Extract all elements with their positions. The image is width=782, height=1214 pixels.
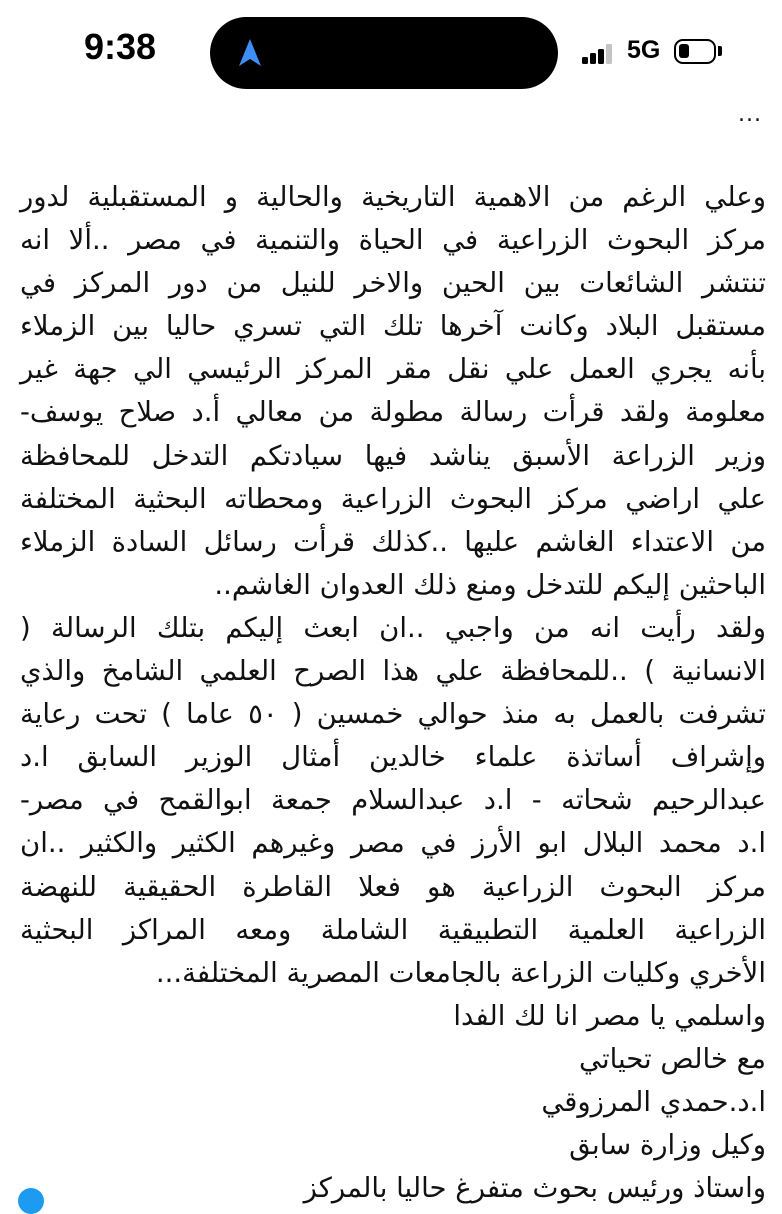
post-line: بأنه يجري العمل علي نقل مقر المركز الرئيسي الي جهة غير — [20, 353, 766, 386]
post-line: علي اراضي مركز البحوث الزراعية ومحطاته البحثية المختلفة — [20, 482, 766, 515]
dynamic-island[interactable] — [210, 17, 558, 89]
signal-bar — [590, 53, 596, 64]
post-line: معلومة ولقد قرأت رسالة مطولة من معالي أ.د صلاح يوسف- — [20, 396, 766, 429]
post-text — [0, 176, 782, 1210]
battery-cap — [718, 46, 722, 56]
post-line: من الاعتداء الغاشم عليها ..كذلك قرأت رسائل السادة الزملاء — [20, 525, 766, 558]
post-line: تشرفت بالعمل به منذ حوالي خمسين ( ٥٠ عاما ) تحت رعاية — [20, 698, 766, 731]
status-time: 9:38 — [84, 26, 157, 67]
post-line: وإشراف أساتذة علماء خالدين أمثال الوزير السابق ا.د — [20, 741, 766, 774]
status-bar — [0, 0, 782, 108]
signal-bar — [582, 57, 588, 64]
avatar[interactable] — [18, 1188, 44, 1214]
post-line: الزراعية العلمية التطبيقية الشاملة ومعه المراكز البحثية — [20, 913, 766, 946]
post-line: تنتشر الشائعات بين الحين والاخر للنيل من دور المركز في — [20, 267, 766, 300]
post-line: وعلي الرغم من الاهمية التاريخية والحالية و المستقبلية لدور — [20, 181, 766, 213]
post-line: ا.د.حمدي المرزوقي — [541, 1085, 766, 1118]
post-line: مستقبل البلاد وكانت آخرها تلك التي تسري حاليا بين الزملاء — [20, 310, 766, 343]
network-type: 5G — [627, 36, 661, 64]
post-line: عبدالرحيم شحاته - ا.د عبدالسلام جمعة ابوالقمح في مصر- — [20, 784, 766, 817]
post-line: واسلمي يا مصر انا لك الفدا — [453, 999, 766, 1032]
cellular-signal-icon — [582, 42, 616, 64]
location-arrow-icon — [236, 37, 264, 69]
post-line: مركز البحوث الزراعية هو فعلا القاطرة الحقيقية للنهضة — [20, 870, 766, 903]
post-line: وزير الزراعة الأسبق يناشد فيها سيادتكم التدخل للمحافظة — [20, 439, 766, 472]
post-line: الباحثين إليكم للتدخل ومنع ذلك العدوان الغاشم.. — [214, 568, 766, 601]
post-line: مع خالص تحياتي — [579, 1042, 766, 1075]
signal-bar — [606, 44, 612, 64]
post-line: واستاذ ورئيس بحوث متفرغ حاليا بالمركز — [303, 1172, 766, 1205]
more-indicator[interactable]: ... — [738, 102, 762, 127]
post-line: وكيل وزارة سابق — [569, 1129, 766, 1162]
battery-level-fill — [679, 44, 689, 58]
post-line: ا.د محمد البلال ابو الأرز في مصر وغيرهم الكثير والكثير ..ان — [20, 827, 766, 860]
signal-bar — [598, 49, 604, 64]
post-line: ولقد رأيت انه من واجبي ..ان ابعث إليكم بتلك الرسالة ( — [20, 611, 766, 644]
post-line: مركز البحوث الزراعية في الحياة والتنمية في مصر ..ألا انه — [20, 224, 766, 257]
post-line: الأخري وكليات الزراعة بالجامعات المصرية المختلفة... — [155, 956, 766, 989]
post-line: الانسانية ) ..للمحافظة علي هذا الصرح العلمي الشامخ والذي — [20, 655, 766, 688]
battery-icon — [674, 39, 716, 64]
